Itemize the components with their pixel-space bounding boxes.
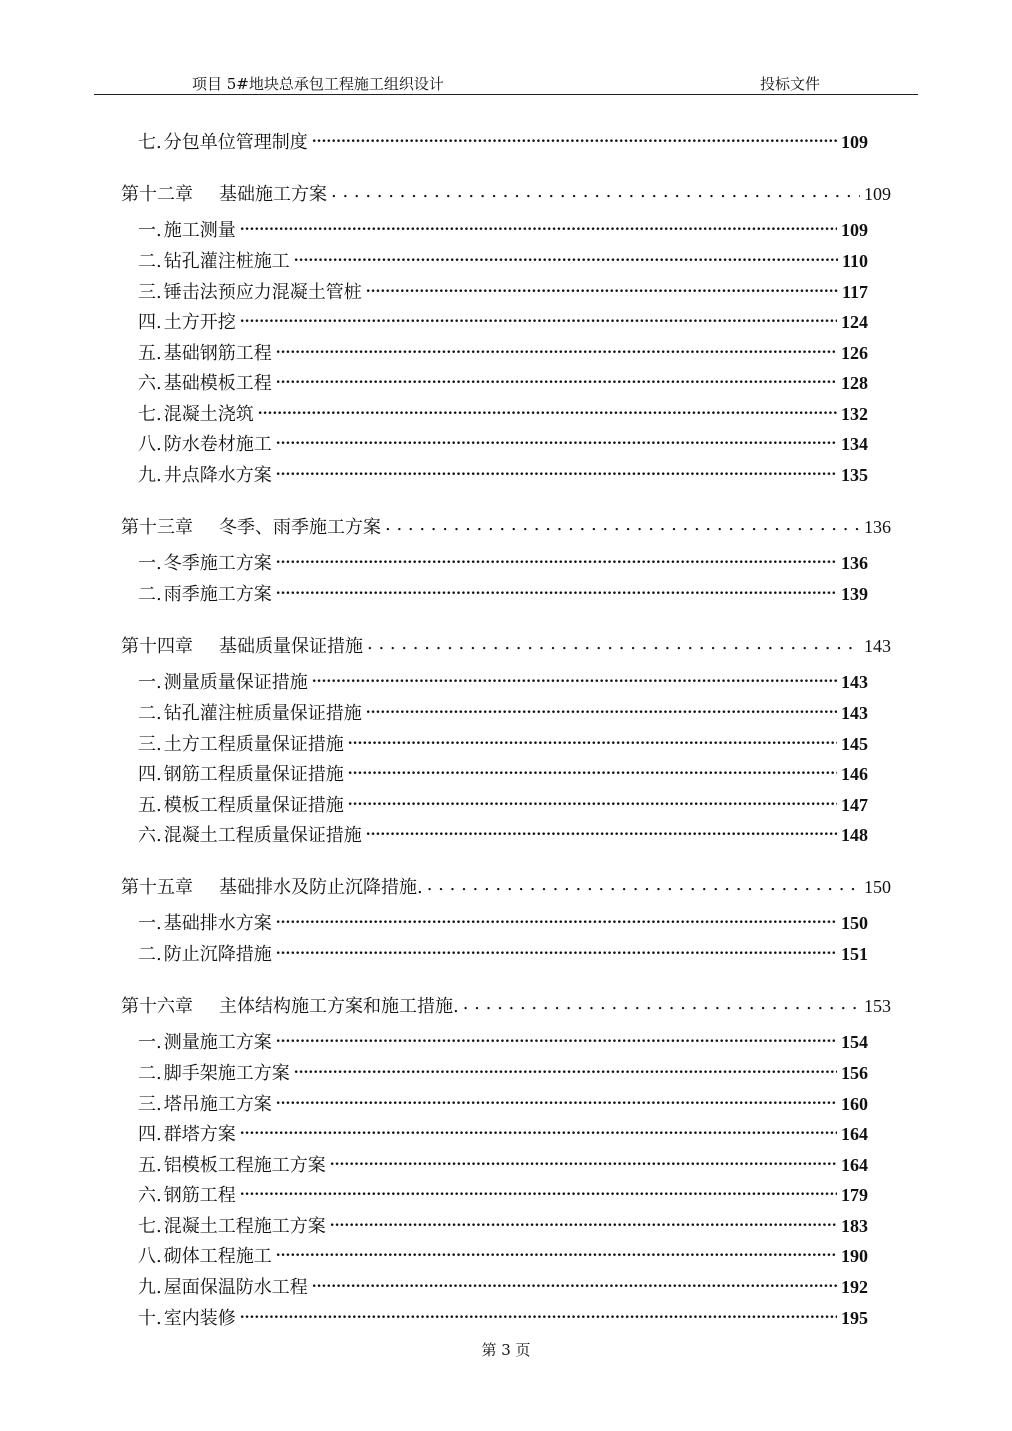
page-number: 135 bbox=[841, 465, 868, 485]
dot-leader bbox=[276, 940, 837, 960]
section-number: 六. bbox=[138, 373, 162, 394]
toc-entry-row[interactable] bbox=[138, 128, 868, 154]
section-number: 二. bbox=[138, 584, 162, 605]
toc-entry-row[interactable] bbox=[138, 1273, 868, 1299]
toc-entry-row[interactable] bbox=[138, 760, 868, 786]
toc-entry-row[interactable] bbox=[138, 430, 868, 456]
section-title: 基础钢筋工程 bbox=[163, 343, 272, 364]
toc-chapter-row[interactable] bbox=[121, 873, 891, 899]
dot-leader bbox=[463, 992, 860, 1012]
page-number: 136 bbox=[841, 553, 868, 573]
page-number: 128 bbox=[841, 373, 868, 393]
toc-entry-row[interactable] bbox=[138, 699, 868, 725]
section-title: 冬季施工方案 bbox=[163, 553, 272, 574]
dot-leader bbox=[276, 430, 837, 450]
toc-entry-row[interactable] bbox=[138, 821, 868, 847]
page-number: 109 bbox=[841, 132, 868, 152]
page-number: 147 bbox=[841, 795, 868, 815]
page-number: 132 bbox=[841, 404, 868, 424]
page-number: 183 bbox=[841, 1216, 868, 1236]
dot-leader bbox=[294, 1059, 837, 1079]
section-title: 混凝土浇筑 bbox=[163, 404, 254, 425]
chapter-title: 冬季、雨季施工方案 bbox=[219, 517, 381, 538]
toc-entry-row[interactable] bbox=[138, 791, 868, 817]
page-number: 164 bbox=[841, 1124, 868, 1144]
toc-chapter-row[interactable] bbox=[121, 632, 891, 658]
section-number: 六. bbox=[138, 1185, 162, 1206]
section-number: 五. bbox=[138, 795, 162, 816]
section-number: 二. bbox=[138, 703, 162, 724]
page-number: 139 bbox=[841, 584, 868, 604]
section-title: 钻孔灌注桩质量保证措施 bbox=[163, 703, 362, 724]
page-number: 192 bbox=[841, 1277, 868, 1297]
dot-leader bbox=[258, 400, 837, 420]
toc-chapter-row[interactable] bbox=[121, 992, 891, 1018]
chapter-number: 第十五章 bbox=[121, 877, 193, 898]
toc-entry-row[interactable] bbox=[138, 278, 868, 304]
section-number: 一. bbox=[138, 1032, 162, 1053]
dot-leader bbox=[240, 308, 837, 328]
dot-leader bbox=[366, 699, 837, 719]
toc-entry-row[interactable] bbox=[138, 1151, 868, 1177]
dot-leader bbox=[276, 339, 837, 359]
dot-leader bbox=[385, 513, 860, 533]
page-number: 160 bbox=[841, 1094, 868, 1114]
dot-leader bbox=[276, 461, 837, 481]
toc-entry-row[interactable] bbox=[138, 1120, 868, 1146]
dot-leader bbox=[240, 1181, 837, 1201]
dot-leader bbox=[276, 369, 837, 389]
toc-entry-row[interactable] bbox=[138, 1090, 868, 1116]
section-title: 施工测量 bbox=[163, 220, 236, 241]
page-number: 164 bbox=[841, 1155, 868, 1175]
section-number: 二. bbox=[138, 251, 162, 272]
page-number: 150 bbox=[841, 913, 868, 933]
section-number: 一. bbox=[138, 913, 162, 934]
section-title: 砌体工程施工 bbox=[163, 1246, 272, 1267]
chapter-title: 基础施工方案 bbox=[219, 184, 327, 205]
section-title: 钢筋工程 bbox=[163, 1185, 236, 1206]
section-title: 基础模板工程 bbox=[163, 373, 272, 394]
toc-entry-row[interactable] bbox=[138, 1304, 868, 1330]
dot-leader bbox=[367, 632, 860, 652]
chapter-title: 主体结构施工方案和施工措施. bbox=[219, 996, 459, 1017]
section-title: 锤击法预应力混凝土管桩 bbox=[163, 282, 362, 303]
dot-leader bbox=[312, 128, 837, 148]
toc-entry-row[interactable] bbox=[138, 247, 868, 273]
toc-entry-row[interactable] bbox=[138, 216, 868, 242]
section-title: 土方工程质量保证措施 bbox=[163, 734, 344, 755]
page-number: 150 bbox=[864, 877, 891, 897]
section-number: 一. bbox=[138, 220, 162, 241]
dot-leader bbox=[276, 580, 837, 600]
section-number: 四. bbox=[138, 312, 162, 333]
dot-leader bbox=[348, 791, 837, 811]
page-number-footer: 第 3 页 bbox=[481, 1341, 531, 1359]
page-number: 134 bbox=[841, 434, 868, 454]
dot-leader bbox=[312, 1273, 837, 1293]
chapter-number: 第十二章 bbox=[121, 184, 193, 205]
section-title: 防水卷材施工 bbox=[163, 434, 272, 455]
chapter-number: 第十四章 bbox=[121, 636, 193, 657]
toc-entry-row[interactable] bbox=[138, 1059, 868, 1085]
toc-entry-row[interactable] bbox=[138, 461, 868, 487]
section-title: 钢筋工程质量保证措施 bbox=[163, 764, 344, 785]
toc-entry-row[interactable] bbox=[138, 339, 868, 365]
page-number: 153 bbox=[864, 996, 891, 1016]
page-number: 136 bbox=[864, 517, 891, 537]
page-number: 110 bbox=[841, 251, 868, 271]
toc-chapter-row[interactable] bbox=[121, 513, 891, 539]
section-title: 井点降水方案 bbox=[163, 465, 272, 486]
page-number: 109 bbox=[841, 220, 868, 240]
section-title: 雨季施工方案 bbox=[163, 584, 272, 605]
section-number: 三. bbox=[138, 734, 162, 755]
section-title: 群塔方案 bbox=[163, 1124, 236, 1145]
page-number: 195 bbox=[841, 1308, 868, 1328]
chapter-number: 第十三章 bbox=[121, 517, 193, 538]
page-number: 143 bbox=[864, 636, 891, 656]
section-number: 九. bbox=[138, 465, 162, 486]
dot-leader bbox=[312, 668, 837, 688]
section-title: 基础排水方案 bbox=[163, 913, 272, 934]
section-title: 模板工程质量保证措施 bbox=[163, 795, 344, 816]
section-number: 七. bbox=[138, 1216, 162, 1237]
dot-leader bbox=[276, 1028, 837, 1048]
page-number: 179 bbox=[841, 1185, 868, 1205]
page-number: 143 bbox=[841, 703, 868, 723]
dot-leader bbox=[276, 1242, 837, 1262]
page-number: 143 bbox=[841, 672, 868, 692]
section-number: 三. bbox=[138, 282, 162, 303]
section-number: 一. bbox=[138, 553, 162, 574]
page-number: 109 bbox=[864, 184, 891, 204]
chapter-title: 基础排水及防止沉降措施. bbox=[219, 877, 423, 898]
section-number: 十. bbox=[138, 1308, 162, 1329]
dot-leader bbox=[427, 873, 860, 893]
dot-leader bbox=[366, 821, 837, 841]
section-number: 八. bbox=[138, 434, 162, 455]
section-number: 七. bbox=[138, 404, 162, 425]
toc-entry-row[interactable] bbox=[138, 668, 868, 694]
page-number: 126 bbox=[841, 343, 868, 363]
toc-entry-row[interactable] bbox=[138, 369, 868, 395]
toc-entry-row[interactable] bbox=[138, 940, 868, 966]
chapter-title: 基础质量保证措施 bbox=[219, 636, 363, 657]
section-title: 土方开挖 bbox=[163, 312, 236, 333]
section-number: 一. bbox=[138, 672, 162, 693]
page-number: 148 bbox=[841, 825, 868, 845]
section-title: 混凝土工程施工方案 bbox=[163, 1216, 326, 1237]
section-title: 铝模板工程施工方案 bbox=[163, 1155, 326, 1176]
toc-entry-row[interactable] bbox=[138, 730, 868, 756]
page-number: 146 bbox=[841, 764, 868, 784]
header-document-type: 投标文件 bbox=[760, 75, 821, 93]
toc-entry-row[interactable] bbox=[138, 1242, 868, 1268]
toc-entry-row[interactable] bbox=[138, 580, 868, 606]
section-number: 二. bbox=[138, 944, 162, 965]
toc-chapter-row[interactable] bbox=[121, 180, 891, 206]
toc-entry-row[interactable] bbox=[138, 1181, 868, 1207]
section-number: 四. bbox=[138, 764, 162, 785]
page-number: 190 bbox=[841, 1246, 868, 1266]
dot-leader bbox=[330, 1151, 837, 1171]
section-number: 五. bbox=[138, 1155, 162, 1176]
dot-leader bbox=[240, 216, 837, 236]
dot-leader bbox=[240, 1120, 837, 1140]
toc-entry-row[interactable] bbox=[138, 1212, 868, 1238]
dot-leader bbox=[276, 1090, 837, 1110]
toc-entry-row[interactable] bbox=[138, 1028, 868, 1054]
section-title: 混凝土工程质量保证措施 bbox=[163, 825, 362, 846]
dot-leader bbox=[330, 1212, 837, 1232]
page-number: 156 bbox=[841, 1063, 868, 1083]
page-number: 145 bbox=[841, 734, 868, 754]
toc-entry-row[interactable] bbox=[138, 308, 868, 334]
toc-entry-row[interactable] bbox=[138, 549, 868, 575]
section-title: 分包单位管理制度 bbox=[163, 132, 308, 153]
page-number: 124 bbox=[841, 312, 868, 332]
toc-entry-row[interactable] bbox=[138, 400, 868, 426]
section-title: 钻孔灌注桩施工 bbox=[163, 251, 290, 272]
section-number: 四. bbox=[138, 1124, 162, 1145]
section-number: 六. bbox=[138, 825, 162, 846]
section-title: 防止沉降措施 bbox=[163, 944, 272, 965]
header-document-title: 项目 5#地块总承包工程施工组织设计 bbox=[192, 75, 444, 93]
section-title: 塔吊施工方案 bbox=[163, 1094, 272, 1115]
section-title: 测量质量保证措施 bbox=[163, 672, 308, 693]
dot-leader bbox=[348, 730, 837, 750]
chapter-number: 第十六章 bbox=[121, 996, 193, 1017]
section-number: 三. bbox=[138, 1094, 162, 1115]
toc-entry-row[interactable] bbox=[138, 909, 868, 935]
dot-leader bbox=[366, 278, 838, 298]
page-number: 117 bbox=[841, 282, 868, 302]
section-title: 脚手架施工方案 bbox=[163, 1063, 290, 1084]
section-title: 室内装修 bbox=[163, 1308, 236, 1329]
section-number: 二. bbox=[138, 1063, 162, 1084]
dot-leader bbox=[331, 180, 860, 200]
page-number: 151 bbox=[841, 944, 868, 964]
page-header bbox=[94, 66, 918, 95]
dot-leader bbox=[348, 760, 837, 780]
section-number: 七. bbox=[138, 132, 162, 153]
dot-leader bbox=[294, 247, 838, 267]
page-number: 154 bbox=[841, 1032, 868, 1052]
section-title: 屋面保温防水工程 bbox=[163, 1277, 308, 1298]
dot-leader bbox=[276, 909, 837, 929]
section-number: 九. bbox=[138, 1277, 162, 1298]
section-title: 测量施工方案 bbox=[163, 1032, 272, 1053]
section-number: 八. bbox=[138, 1246, 162, 1267]
dot-leader bbox=[276, 549, 837, 569]
section-number: 五. bbox=[138, 343, 162, 364]
dot-leader bbox=[240, 1304, 837, 1324]
